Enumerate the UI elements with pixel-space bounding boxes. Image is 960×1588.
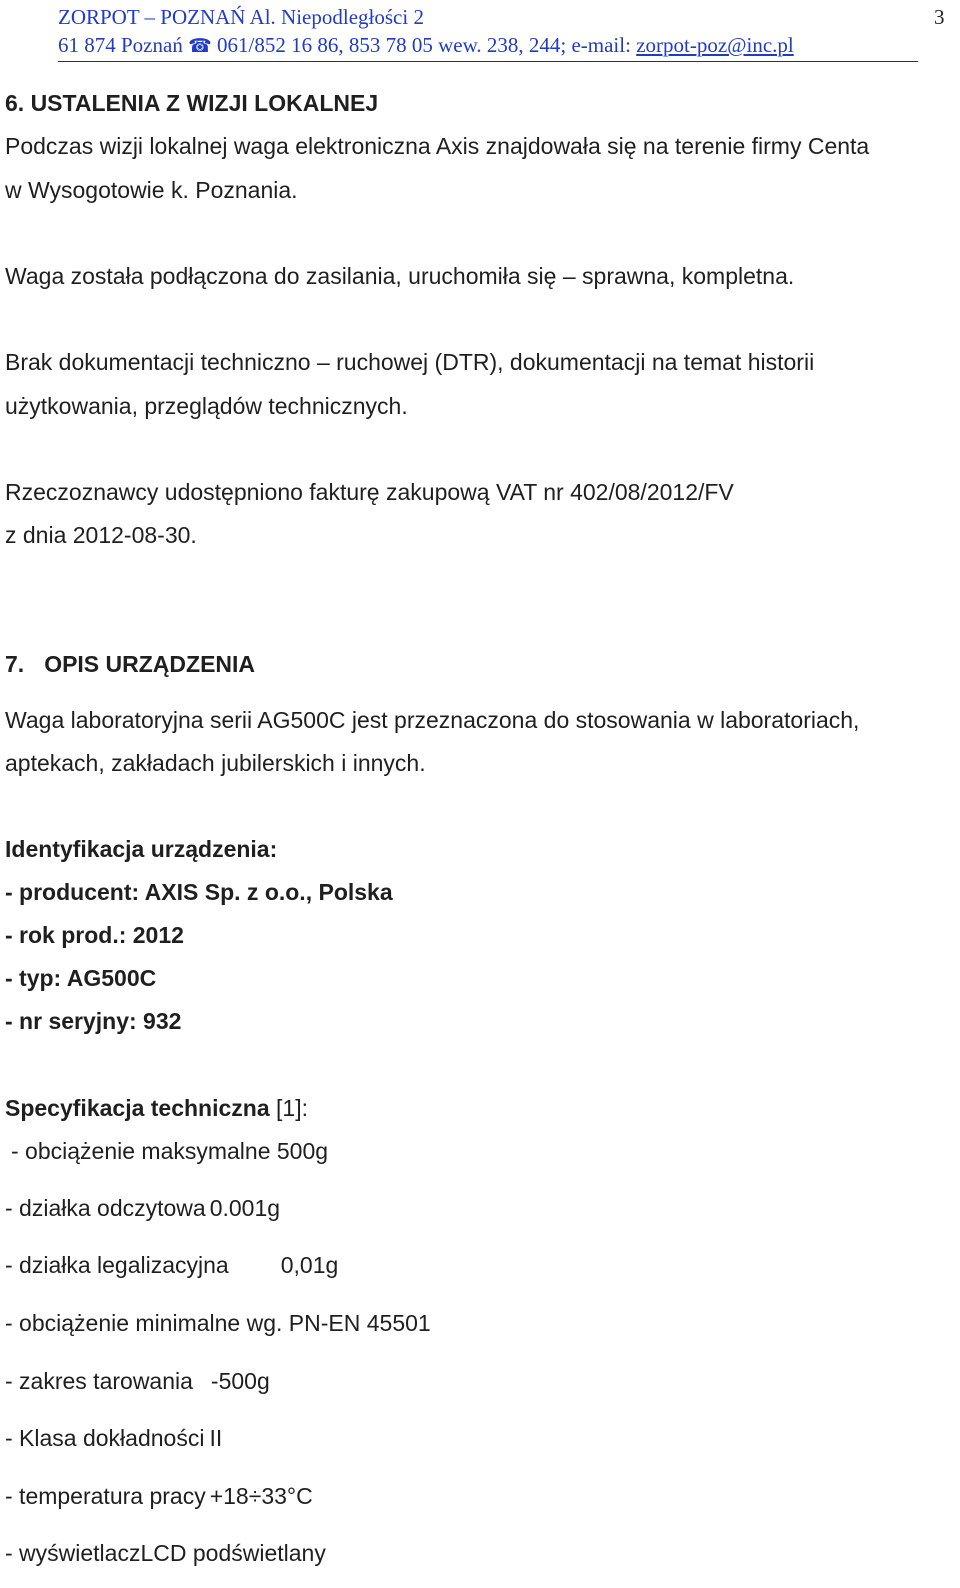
ident-item-type: - typ: AG500C: [5, 965, 157, 991]
ident-item-serial: - nr seryjny: 932: [5, 1008, 182, 1034]
spec-class-label: - Klasa dokładności: [5, 1425, 205, 1451]
section-7-paragraph-line-1: Waga laboratoryjna serii AG500C jest przeznaczona do stosowania w laboratoriach,: [5, 707, 860, 733]
spec-heading-reference: [1]:: [276, 1095, 308, 1121]
spec-max-load: - obciążenie maksymalne 500g: [11, 1138, 329, 1164]
spec-tare-label: - zakres tarowania: [5, 1368, 193, 1394]
header-line-1: ZORPOT – POZNAŃ Al. Niepodległości 2: [58, 5, 424, 29]
spec-legal: [5, 1250, 338, 1280]
header-email-link[interactable]: zorpot-poz@inc.pl: [636, 33, 794, 57]
spec-class-value: II: [209, 1425, 223, 1451]
section-6-paragraph-2: Waga została podłączona do zasilania, uruchomiła się – sprawna, kompletna.: [5, 263, 795, 289]
header-phones: 061/852 16 86, 853 78 05 wew. 238, 244; e-mail:: [217, 33, 631, 57]
spec-readout-label: - działka odczytowa: [5, 1195, 206, 1221]
section-6-paragraph-1-line-2: w Wysogotowie k. Poznania.: [5, 177, 298, 203]
header-line-2: [58, 32, 794, 60]
ident-item-year: - rok prod.: 2012: [5, 922, 184, 948]
spec-legal-value: 0,01g: [280, 1252, 339, 1278]
section-7-paragraph-line-2: aptekach, zakładach jubilerskich i innych.: [5, 750, 426, 776]
section-7-heading-number: 7.: [5, 651, 25, 677]
spec-min-load: - obciążenie minimalne wg. PN-EN 45501: [5, 1310, 431, 1336]
section-6-paragraph-3-line-2: użytkowania, przeglądów technicznych.: [5, 393, 408, 419]
section-6-paragraph-3-line-1: Brak dokumentacji techniczno – ruchowej (DTR), dokumentacji na temat historii: [5, 349, 815, 375]
spec-accuracy-class: [5, 1423, 222, 1453]
identification-heading: Identyfikacja urządzenia:: [5, 836, 278, 862]
section-6-paragraph-4-line-2: z dnia 2012-08-30.: [5, 522, 197, 548]
spec-display: [5, 1538, 326, 1568]
spec-readout: [5, 1193, 280, 1223]
ident-item-producer: - producent: AXIS Sp. z o.o., Polska: [5, 879, 393, 905]
section-6-paragraph-4-line-1: Rzeczoznawcy udostępniono fakturę zakupową VAT nr 402/08/2012/FV: [5, 479, 734, 505]
section-7-heading: [5, 649, 255, 679]
header-divider: [58, 61, 918, 62]
telephone-icon: ☎: [188, 36, 212, 57]
spec-display-label: - wyświetlacz: [5, 1540, 141, 1566]
spec-temp-value: +18÷33°C: [209, 1483, 313, 1509]
spec-tare: [5, 1366, 270, 1396]
spec-heading-title: Specyfikacja techniczna: [5, 1095, 270, 1121]
spec-readout-value: 0.001g: [209, 1195, 281, 1221]
section-6-heading: 6. USTALENIA Z WIZJI LOKALNEJ: [5, 90, 379, 116]
spec-temp-label: - temperatura pracy: [5, 1483, 206, 1509]
page-number: 3: [934, 5, 945, 29]
spec-temperature: [5, 1481, 313, 1511]
spec-heading: [5, 1093, 308, 1123]
spec-tare-value: -500g: [210, 1368, 270, 1394]
section-6-paragraph-1-line-1: Podczas wizji lokalnej waga elektroniczna Axis znajdowała się na terenie firmy Centa: [5, 133, 870, 159]
spec-legal-label: - działka legalizacyjna: [5, 1252, 229, 1278]
header-address: 61 874 Poznań: [58, 33, 183, 57]
section-7-heading-text: OPIS URZĄDZENIA: [44, 651, 256, 677]
spec-display-value: LCD podświetlany: [140, 1540, 326, 1566]
